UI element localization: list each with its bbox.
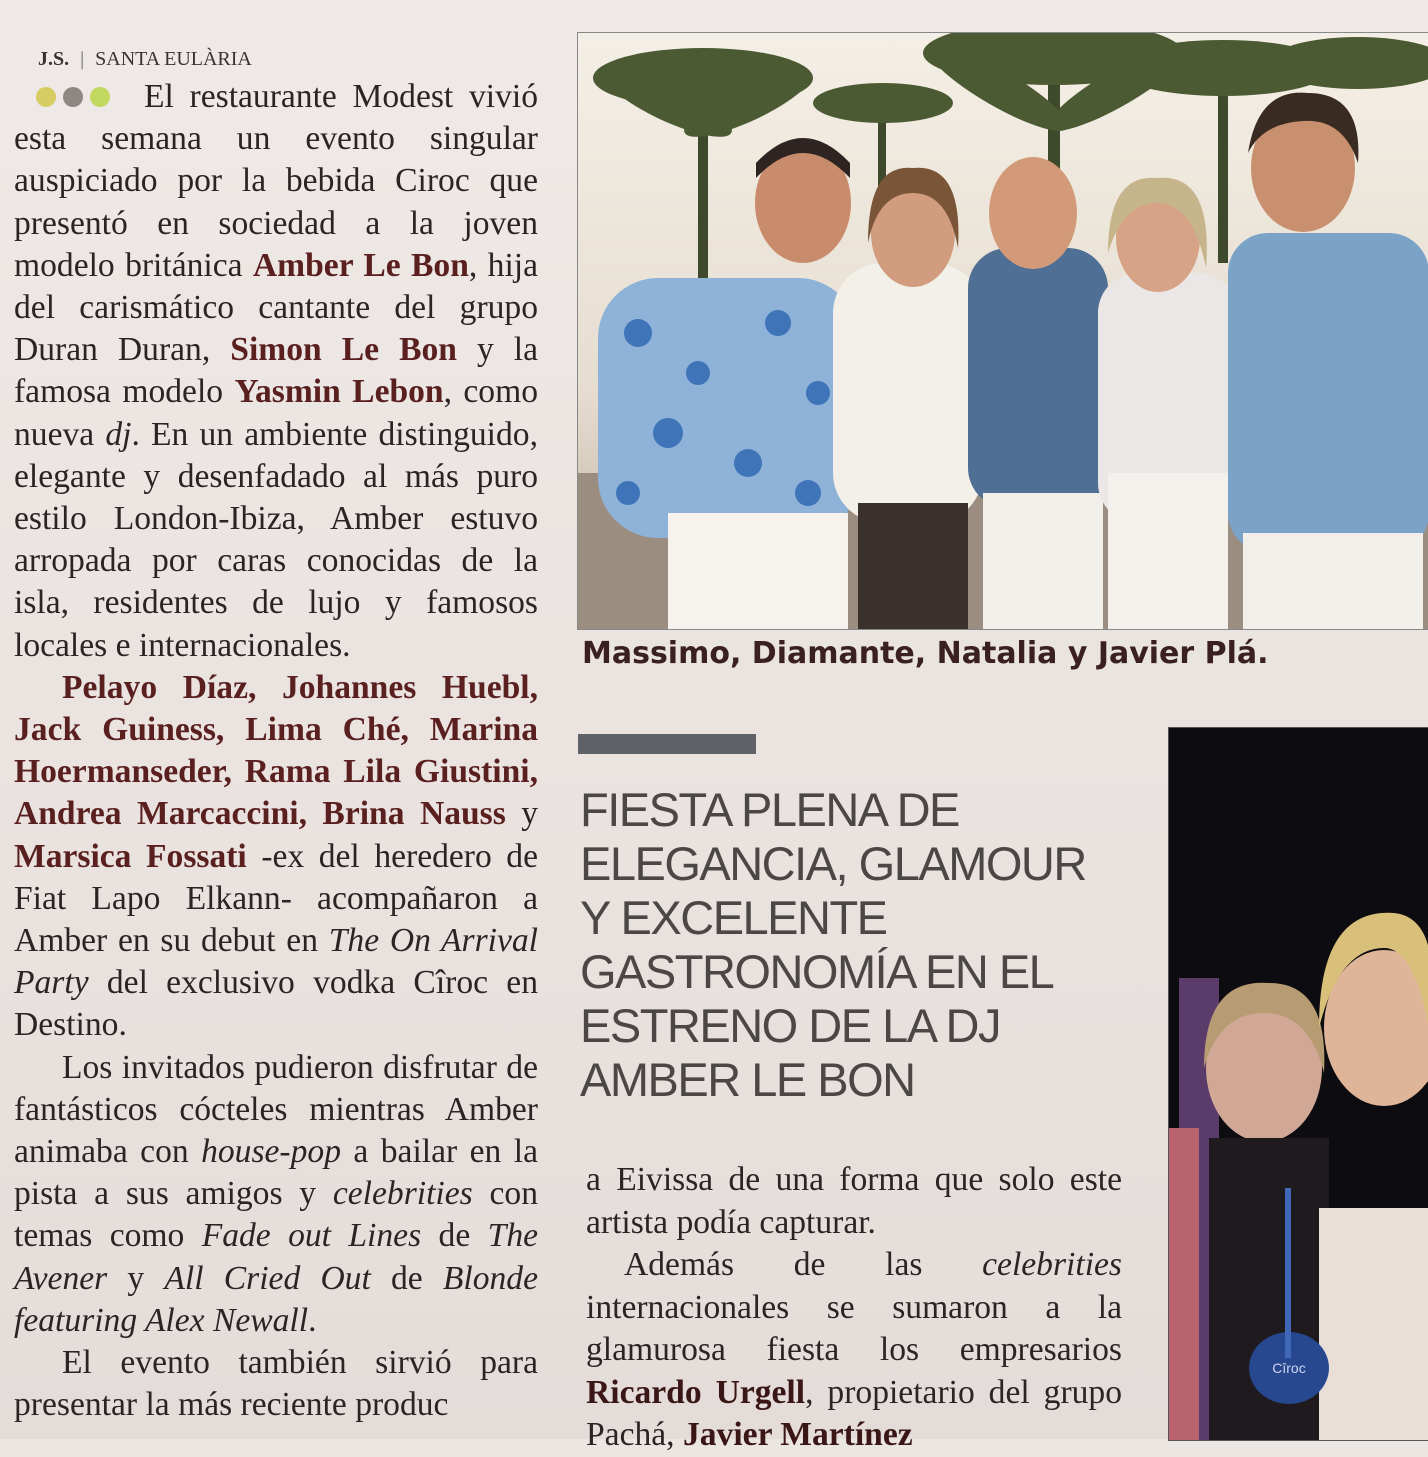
group-photo-illustration [578, 33, 1428, 629]
m2-seg-3: , propietario del grupo Pachá, [586, 1373, 1122, 1453]
byline-place: SANTA EULÀRIA [95, 48, 252, 70]
article-column-left [14, 76, 538, 1427]
byline-separator: | [80, 48, 85, 70]
middle-paragraph-2 [586, 1244, 1122, 1457]
article-headline [580, 783, 1150, 1107]
p3-artist1: The Avener [14, 1217, 539, 1297]
name-amber: Amber Le Bon [252, 246, 469, 284]
name-ricardo: Ricardo Urgell [586, 1373, 806, 1411]
headline-line-1: FIESTA PLENA DE [580, 783, 959, 836]
article-paragraph-3 [14, 1047, 538, 1342]
p3-seg-5: y [107, 1259, 165, 1297]
p1-dj: dj [105, 415, 132, 453]
headline-line-5: ESTRENO DE LA DJ [580, 999, 1000, 1052]
headline-line-4: GASTRONOMÍA EN EL [580, 945, 1054, 998]
byline [38, 48, 252, 71]
p2-seg-1: y [505, 795, 539, 833]
p1-seg-4: , como nueva [14, 373, 538, 453]
p3-song1: Fade out Lines [201, 1217, 422, 1255]
event-photo-night [1168, 727, 1428, 1441]
photo-caption: Massimo, Diamante, Natalia y Javier Plá. [582, 636, 1269, 671]
event-photo-group [577, 32, 1428, 630]
name-javier: Javier Martínez [682, 1416, 913, 1453]
headline-line-6: AMBER LE BON [580, 1053, 915, 1106]
night-photo-illustration [1169, 728, 1428, 1440]
article-paragraph-1 [14, 76, 538, 667]
name-yasmin: Yasmin Lebon [234, 373, 444, 411]
headline-rule [578, 734, 756, 754]
p1-seg-2: , hija del carismático cantante del grupo Duran Duran, [14, 246, 538, 369]
byline-author: J.S. [38, 48, 70, 70]
p2-seg-3: del exclusivo vodka Cîroc en Destino. [14, 964, 538, 1044]
p3-seg-2: a bailar en la pista a sus amigos y [14, 1133, 538, 1213]
headline-line-2: ELEGANCIA, GLAMOUR [580, 837, 1086, 890]
middle-paragraph-1: a Eivissa de una forma que solo este artista podía capturar. [586, 1161, 1122, 1241]
p3-seg-4: de [421, 1217, 488, 1255]
guest-names: Pelayo Díaz, Johannes Huebl, Jack Guiness, Lima Ché, Marina Hoermanseder, Rama Lila Giustini, Andrea Marcaccini, Brina Nauss [14, 668, 538, 833]
name-marsica: Marsica Fossati [14, 837, 247, 875]
m2-celebrities: celebrities [982, 1246, 1122, 1283]
p1-seg-3: y la famosa modelo [14, 331, 539, 411]
p3-seg-3: con temas como [14, 1175, 538, 1255]
p3-housepop: house-pop [201, 1133, 341, 1171]
p2-seg-2: -ex del heredero de Fiat Lapo Elkann- acompañaron a Amber en su debut en [14, 837, 538, 960]
p1-seg-1: El restaurante Modest vivió esta semana un evento singular auspiciado por la bebida Ciroc que presentó en sociedad a la joven modelo británica [14, 78, 538, 284]
m2-seg-2: internacionales se sumaron a la glamurosa fiesta los empresarios [586, 1288, 1122, 1368]
p3-song2: All Cried Out [164, 1259, 371, 1297]
p2-party: The On Arrival Party [14, 922, 538, 1002]
p3-seg-6: de [370, 1259, 443, 1297]
p3-celebrities: celebrities [332, 1175, 473, 1213]
p3-artist2: Blonde featuring Alex Newall [14, 1259, 539, 1339]
cup-logo-text: Cîroc [1272, 1360, 1306, 1376]
p3-seg-1: Los invitados pudieron disfrutar de fantásticos cócteles mientras Amber animaba con [14, 1048, 538, 1171]
p3-seg-7: . [308, 1301, 317, 1339]
article-column-middle [586, 1159, 1122, 1457]
name-simon: Simon Le Bon [230, 331, 457, 369]
article-paragraph-2 [14, 667, 538, 1047]
p1-seg-5: . En un ambiente distinguido, elegante y desenfadado al más puro estilo London-Ibiza, Amber estuvo arropada por caras conocidas de la isla, residentes de lujo y famosos locales e internacionales. [14, 415, 538, 664]
headline-line-3: Y EXCELENTE [580, 891, 887, 944]
m2-seg-1: Además de las [624, 1246, 983, 1283]
article-paragraph-4: El evento también sirvió para presentar la más reciente produc [14, 1344, 538, 1424]
